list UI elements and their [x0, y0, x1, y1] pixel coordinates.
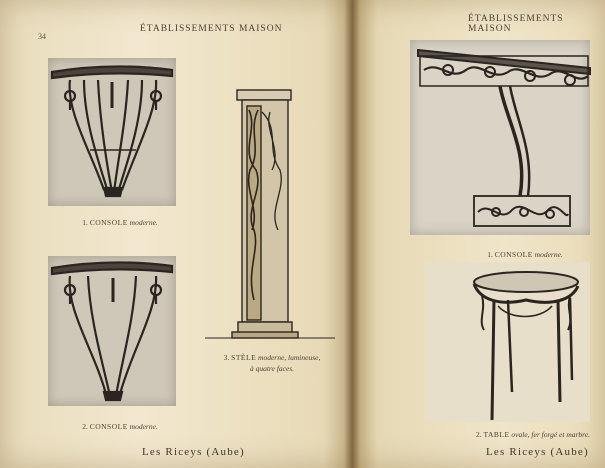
left-page-footer: Les Riceys (Aube): [142, 446, 245, 458]
caption-number: 2.: [475, 430, 482, 439]
caption-number: 1.: [487, 250, 493, 259]
right-page-footer: Les Riceys (Aube): [486, 446, 589, 458]
caption-name: TABLE: [483, 430, 510, 439]
caption-console-1: [70, 218, 170, 227]
caption-desc: ovale, fer forgé et marbre.: [511, 430, 591, 439]
caption-desc: moderne.: [534, 250, 563, 259]
caption-right-console: [470, 250, 580, 259]
caption-number: 1.: [82, 218, 88, 227]
caption-number: 2.: [82, 422, 88, 431]
caption-desc-2: à quatre faces.: [249, 364, 295, 373]
console-2-drawing: [52, 262, 172, 400]
caption-name: CONSOLE: [494, 250, 533, 259]
caption-name: CONSOLE: [89, 218, 128, 227]
stele-drawing: [205, 90, 335, 338]
caption-name: STÈLE: [231, 353, 257, 362]
caption-desc: moderne, lumineuse,: [258, 353, 321, 362]
caption-name: CONSOLE: [89, 422, 128, 431]
caption-number: 3.: [223, 353, 230, 362]
caption-desc: moderne.: [129, 218, 158, 227]
oval-table-drawing: [474, 272, 578, 420]
right-console-drawing: [418, 50, 590, 226]
caption-console-2: [70, 422, 170, 431]
right-page-header: ÉTABLISSEMENTS MAISON: [468, 14, 564, 34]
caption-stele: [222, 352, 322, 374]
caption-desc: moderne.: [129, 422, 158, 431]
caption-table: [470, 430, 596, 439]
left-page-number: 34: [38, 32, 46, 41]
left-page-header: ÉTABLISSEMENTS MAISON: [140, 24, 283, 34]
console-1-drawing: [52, 66, 172, 196]
